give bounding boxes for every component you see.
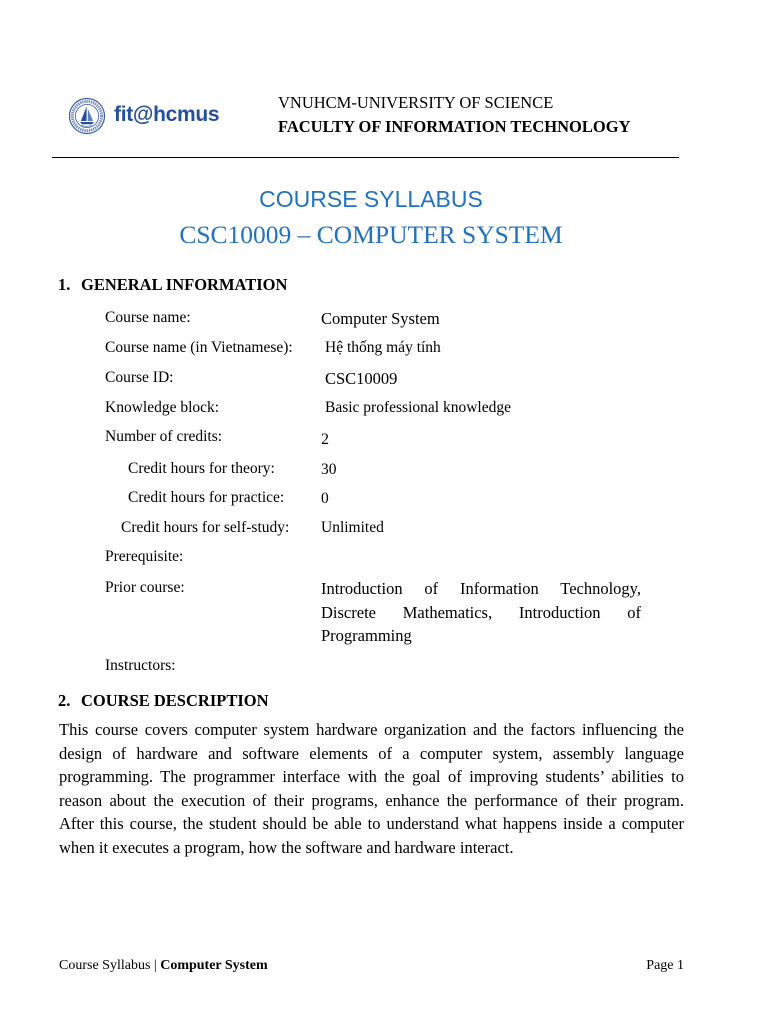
credits-label: Number of credits:	[105, 428, 223, 445]
course-name-vi-label: Course name (in Vietnamese):	[105, 339, 293, 356]
course-name-label: Course name:	[105, 309, 191, 326]
course-description-paragraph	[59, 718, 684, 860]
page-number: Page 1	[646, 958, 684, 973]
course-id-value: CSC10009	[325, 369, 398, 388]
header-divider	[52, 157, 679, 158]
credits-value: 2	[321, 431, 329, 448]
document-title: COURSE SYLLABUS	[259, 186, 483, 212]
prerequisite-label: Prerequisite:	[105, 548, 184, 565]
course-name-value: Computer System	[321, 309, 440, 328]
prior-course-line: Programming	[321, 626, 412, 645]
footer-course-name: Computer System	[160, 958, 268, 973]
faculty-logo	[68, 97, 238, 135]
practice-hours-value: 0	[321, 490, 329, 507]
description-line: design of hardware and software elements of a computer system, assembly language	[59, 743, 684, 763]
description-line: programming. The programmer interface with the goal of improving students’ abilities to	[59, 767, 684, 787]
section-1-number: 1.	[58, 275, 71, 294]
course-title: CSC10009 – COMPUTER SYSTEM	[179, 220, 563, 249]
practice-hours-label: Credit hours for practice:	[128, 489, 285, 506]
section-2-number: 2.	[58, 691, 71, 710]
description-line: reason about the execution of their programs, enhance the performance of their program.	[59, 790, 684, 810]
description-line: This course covers computer system hardware organization and the factors influencing the	[59, 720, 684, 739]
course-id-label: Course ID:	[105, 369, 174, 386]
description-line: when it executes a program, how the software and hardware interact.	[59, 837, 514, 857]
footer-document-name: Course Syllabus |	[59, 958, 157, 973]
university-name: VNUHCM-UNIVERSITY OF SCIENCE	[278, 93, 554, 112]
knowledge-block-value: Basic professional knowledge	[325, 399, 511, 416]
theory-hours-value: 30	[321, 461, 337, 478]
instructors-label: Instructors:	[105, 657, 176, 674]
university-seal-icon	[68, 97, 106, 135]
prior-course-line: Introduction of Information Technology,	[321, 579, 641, 598]
self-study-hours-label: Credit hours for self-study:	[121, 519, 290, 536]
faculty-name: FACULTY OF INFORMATION TECHNOLOGY	[278, 117, 631, 136]
course-name-vi-value: Hệ thống máy tính	[325, 339, 441, 356]
section-2-heading: COURSE DESCRIPTION	[81, 691, 269, 710]
theory-hours-label: Credit hours for theory:	[128, 460, 275, 477]
footer-title	[59, 957, 268, 975]
section-1-heading: GENERAL INFORMATION	[81, 275, 288, 294]
prior-course-label: Prior course:	[105, 579, 185, 596]
self-study-hours-value: Unlimited	[321, 519, 384, 536]
prior-course-line: Discrete Mathematics, Introduction of	[321, 602, 641, 622]
description-line: After this course, the student should be able to understand what happens inside a computer	[59, 814, 684, 834]
logo-text: fit@hcmus	[114, 103, 220, 126]
knowledge-block-label: Knowledge block:	[105, 399, 220, 416]
prior-course-value	[321, 577, 641, 648]
